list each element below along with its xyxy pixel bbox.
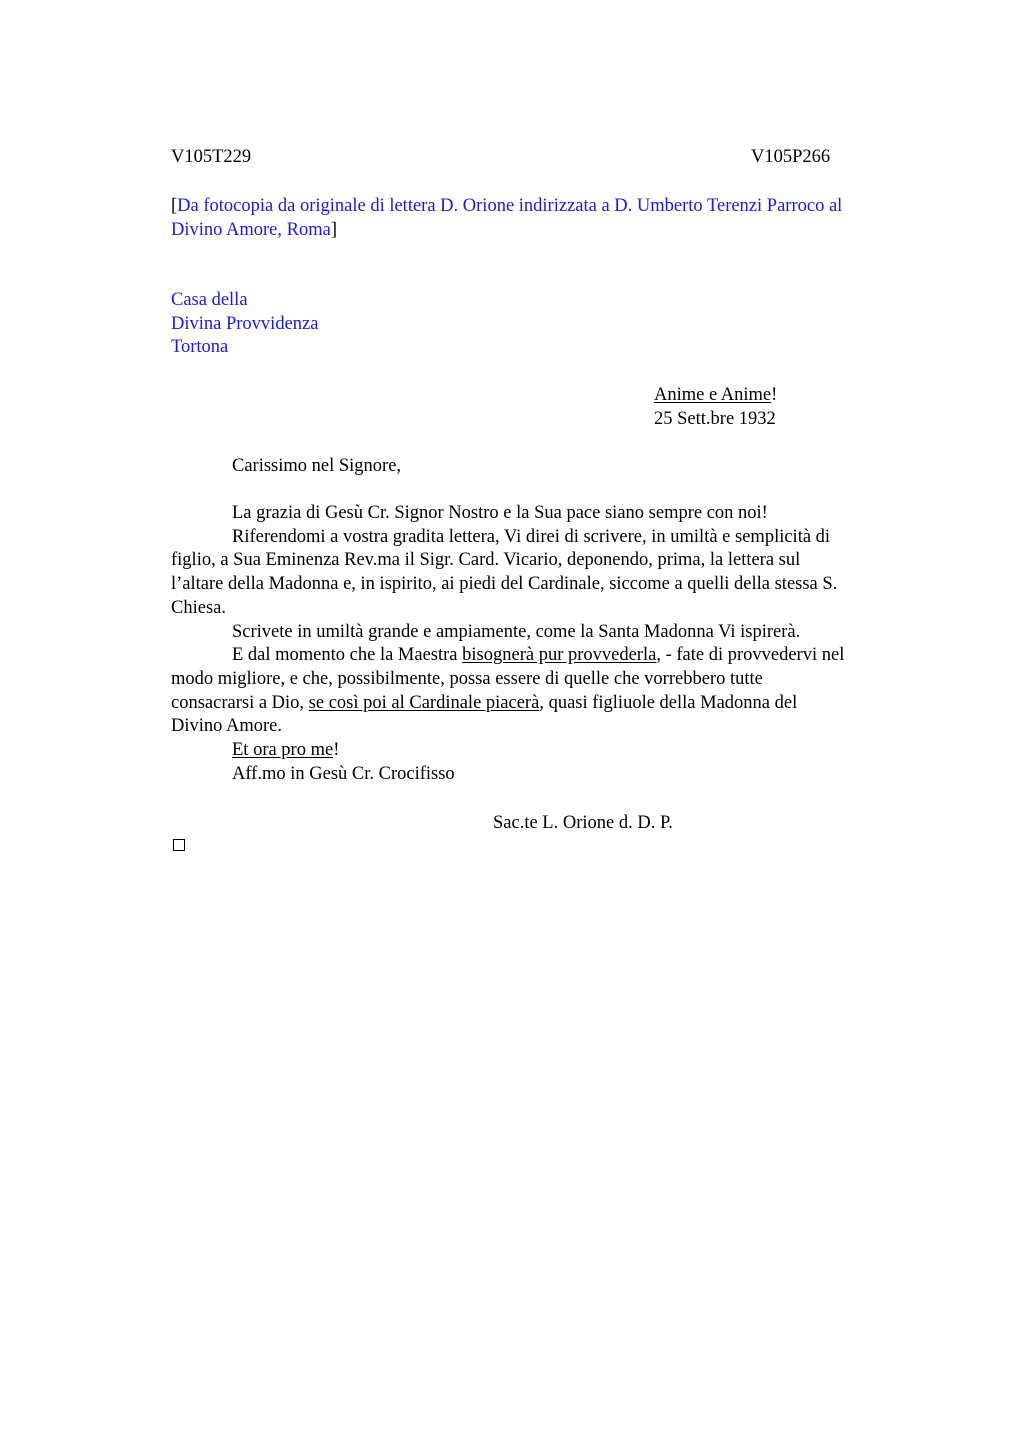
letter-date: 25 Sett.bre 1932 [654, 408, 776, 429]
document-code-right: V105P266 [751, 147, 831, 167]
letterhead-line-1: Casa della [171, 290, 248, 310]
underlined-phrase: bisognerà pur provvederla [462, 645, 657, 666]
close-bracket: ] [330, 219, 337, 240]
body-paragraph-2-line-4: Chiesa. [171, 597, 226, 618]
body-paragraph-2-line-1: Riferendomi a vostra gradita lettera, Vi direi di scrivere, in umiltà e semplicità di [232, 526, 831, 547]
body-paragraph-1: La grazia di Gesù Cr. Signor Nostro e la Sua pace siano sempre con noi! [232, 503, 768, 523]
body-paragraph-2-line-2: figlio, a Sua Eminenza Rev.ma il Sigr. Card. Vicario, deponendo, prima, la lettera sul [171, 550, 801, 571]
signature: Sac.te L. Orione d. D. P. [493, 813, 673, 833]
letterhead-line-3: Tortona [171, 337, 229, 358]
source-note [171, 195, 931, 242]
body-paragraph-5: Et ora pro me! [232, 740, 340, 761]
body-paragraph-2-line-3: l’altare della Madonna e, in ispirito, ai piedi del Cardinale, siccome a quelli della stessa S. [171, 574, 838, 595]
motto-text: Anime e Anime [654, 385, 772, 405]
motto-exclamation: ! [771, 385, 778, 405]
underlined-phrase: Et ora pro me [232, 740, 334, 761]
letter-body [171, 502, 931, 786]
closing-formula: Aff.mo in Gesù Cr. Crocifisso [232, 763, 455, 784]
source-note-line-2: Divino Amore, Roma [171, 219, 331, 240]
letterhead-line-2: Divina Provvidenza [171, 313, 319, 334]
source-note-line-1: Da fotocopia da originale di lettera D. Orione indirizzata a D. Umberto Terenzi Parroco al [177, 196, 843, 216]
body-paragraph-3: Scrivete in umiltà grande e ampiamente, come la Santa Madonna Vi ispirerà. [232, 621, 801, 642]
square-box-icon [173, 839, 185, 851]
body-paragraph-4-line-2: modo migliore, e che, possibilmente, possa essere di quelle che vorrebbero tutte [171, 668, 763, 689]
motto [654, 384, 777, 431]
body-paragraph-4-line-3: consacrarsi a Dio, se così poi al Cardinale piacerà, quasi figliuole della Madonna del [171, 692, 798, 713]
body-paragraph-4-line-4: Divino Amore. [171, 716, 282, 737]
open-bracket: [ [171, 196, 178, 216]
body-paragraph-4-line-1: E dal momento che la Maestra bisognerà pur provvederla, - fate di provvedervi nel [232, 645, 845, 666]
letterhead [171, 289, 931, 360]
salutation: Carissimo nel Signore, [232, 456, 402, 476]
document-code-left: V105T229 [171, 147, 252, 167]
underlined-phrase: se così poi al Cardinale piacerà [308, 692, 540, 713]
